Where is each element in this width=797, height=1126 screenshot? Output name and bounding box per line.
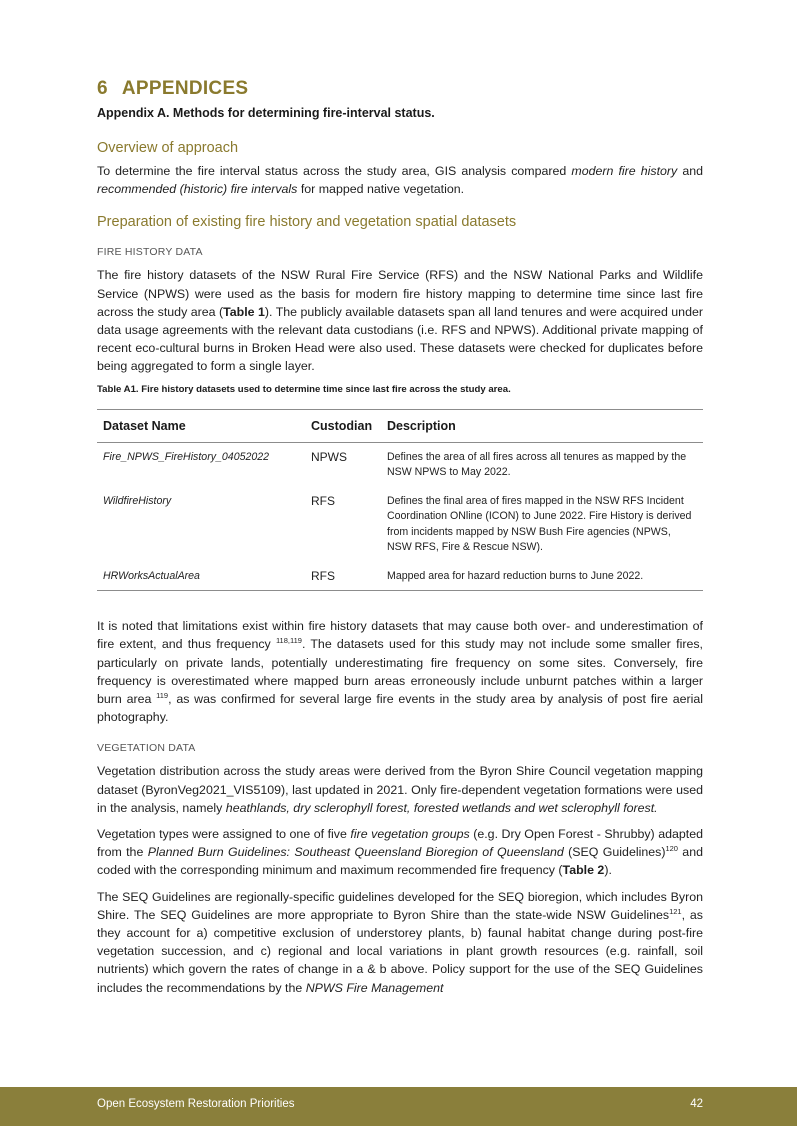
limitations-paragraph: It is noted that limitations exist within fire history datasets that may cause both over- and underestimation of fire extent, and thus frequency $^{118,119}$. The datasets used for this study may not include some smaller fires, particularly on private lands, potentially underestimating fire frequency on some sites. Conversely, fire frequency is overestimated where mapped burn areas erroneously include unburnt patches within a larger burn area $^{119}$, as was confirmed for several large fire events in the study area by analysis of post fire aerial photography. (97, 619, 703, 725)
custodian-cell: NPWS (311, 449, 347, 464)
table-header-row (97, 409, 703, 442)
table-row (97, 442, 703, 487)
description-cell: Defines the final area of fires mapped in the NSW RFS Incident Coordination ONline (ICON) to June 2022. Fire History is derived from incidents mapped by NSW Bush Fire agencies (NPWS, NSW RFS, Fire & Rescue NSW). (387, 494, 692, 554)
seq-guidelines-paragraph: The SEQ Guidelines are regionally-specific guidelines developed for the SEQ bioregion, which includes Byron Shire. The SEQ Guidelines are more appropriate to Byron Shire than the state-wide NSW Guidelines$^{121}$, as they account for a) competitive exclusion of understorey plants, b) faunal habitat change during post-fire vegetation succession, and c) regional and local variations in plant growth resources (e.g. rainfall, soil nutrients) which govern the rates of change in a & b above. Policy support for the use of the SEQ Guidelines includes the recommendations by the NPWS Fire Management (97, 889, 703, 995)
col-header-custodian: Custodian (311, 418, 373, 433)
description-cell: Defines the area of all fires across all tenures as mapped by the NSW NPWS to May 2022. (387, 450, 687, 479)
overview-heading: Overview of approach (97, 140, 239, 156)
col-header-description: Description (387, 418, 456, 433)
section-number: 6 (97, 78, 108, 99)
section-title: APPENDICES (121, 78, 249, 99)
appendix-title: Appendix A. Methods for determining fire-interval status. (97, 106, 435, 120)
page-content (97, 78, 703, 1005)
vegetation-paragraph: Vegetation distribution across the study areas were derived from the Byron Shire Council vegetation mapping dataset (ByronVeg2021_VIS5109), last updated in 2021. Only fire-dependent vegetation formations were used in the analysis, namely heathlands, dry sclerophyll forest, forested wetlands and wet sclerophyll forest. (97, 764, 703, 815)
page-number: 42 (690, 1098, 703, 1110)
page-footer (0, 1087, 797, 1126)
custodian-cell: RFS (311, 568, 335, 583)
custodian-cell: RFS (311, 493, 335, 508)
section-heading (97, 78, 703, 100)
dataset-name-cell: WildfireHistory (103, 494, 172, 507)
footer-title: Open Ecosystem Restoration Priorities (97, 1098, 295, 1110)
fire-history-table (97, 409, 703, 592)
table-row (97, 487, 703, 562)
vegetation-label: VEGETATION DATA (97, 742, 196, 755)
description-cell: Mapped area for hazard reduction burns to June 2022. (387, 569, 644, 582)
preparation-heading: Preparation of existing fire history and vegetation spatial datasets (97, 214, 517, 231)
overview-paragraph: To determine the fire interval status across the study area, GIS analysis compared modern fire history and recommended (historic) fire intervals for mapped native vegetation. (97, 164, 703, 197)
col-header-dataset: Dataset Name (103, 418, 186, 433)
table-row (97, 562, 703, 591)
vegetation-groups-paragraph: Vegetation types were assigned to one of five fire vegetation groups (e.g. Dry Open Forest - Shrubby) adapted from the Planned Burn Guidelines: Southeast Queensland Bioregion of Queensland (SEQ Guidelines)$^{120}$ and coded with the corresponding minimum and maximum recommended fire frequency (Table 2). (97, 826, 703, 878)
fire-history-label: FIRE HISTORY DATA (97, 246, 203, 259)
fire-history-paragraph: The fire history datasets of the NSW Rural Fire Service (RFS) and the NSW National Parks and Wildlife Service (NPWS) were used as the basis for modern fire history mapping to determine time since last fire across the study area (Table 1). The publicly available datasets span all land tenures and were acquired under data usage agreements with the relevant data custodians (i.e. RFS and NPWS). Additional private mapping of recent eco-cultural burns in Broken Head were also used. These datasets were checked for duplicates before being aggregated to form a single layer. (97, 268, 703, 374)
table-caption: Table A1. Fire history datasets used to determine time since last fire across the study area. (97, 383, 511, 395)
dataset-name-cell: Fire_NPWS_FireHistory_04052022 (103, 450, 270, 463)
dataset-name-cell: HRWorksActualArea (103, 569, 200, 582)
